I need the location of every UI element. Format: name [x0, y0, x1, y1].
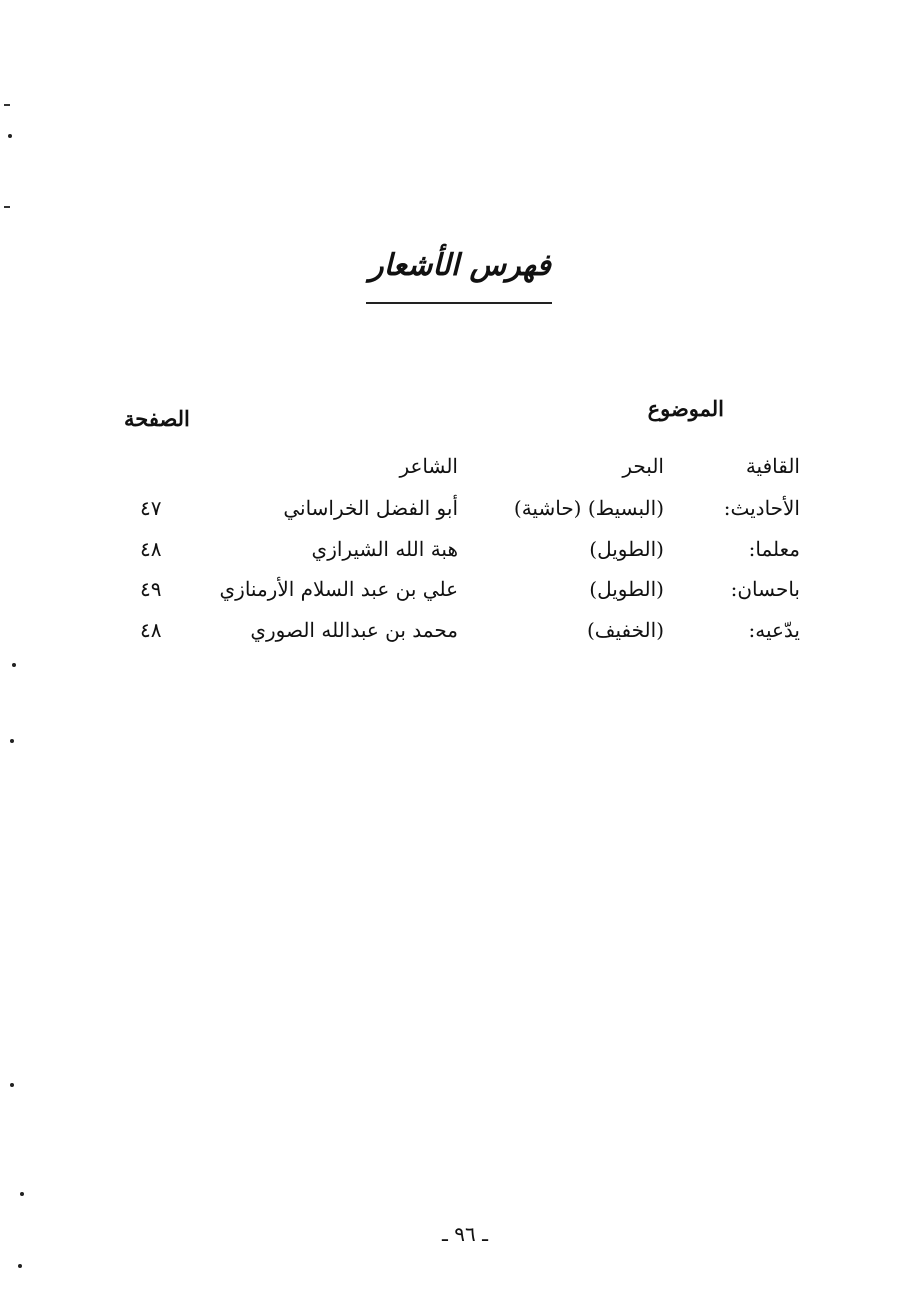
column-header-row: [0, 454, 910, 488]
page-number: ـ ٩٦ ـ: [442, 1222, 488, 1246]
title-underline: [366, 302, 552, 304]
meter-cell: (الخفيف): [586, 618, 664, 642]
rhyme-cell: باحسان:: [730, 577, 800, 601]
rhyme-column-label: القافية: [745, 454, 800, 478]
scan-mark: [12, 663, 16, 667]
table-row: [0, 618, 910, 652]
scan-mark: [18, 1264, 22, 1268]
poet-cell: أبو الفضل الخراساني: [283, 496, 458, 520]
table-row: [0, 537, 910, 571]
table-row: [0, 577, 910, 611]
poet-cell: محمد بن عبدالله الصوري: [250, 618, 458, 642]
page-number-cell: ٤٩: [140, 577, 162, 601]
meter-cell: (الطويل): [589, 537, 664, 561]
poet-column-label: الشاعر: [399, 454, 458, 478]
page-heading: الصفحة: [124, 406, 190, 431]
topic-heading: الموضوع: [647, 396, 724, 421]
scan-mark: [8, 134, 12, 138]
scan-mark: [4, 104, 10, 106]
scan-mark: [10, 739, 14, 743]
meter-cell: (البسيط) (حاشية): [513, 496, 664, 520]
scan-mark: [4, 206, 10, 208]
page-number-cell: ٤٨: [140, 618, 162, 642]
poet-cell: هبة الله الشيرازي: [311, 537, 458, 561]
index-title: فهرس الأشعار: [369, 248, 551, 283]
poet-cell: علي بن عبد السلام الأرمنازي: [219, 577, 458, 601]
scan-mark: [20, 1192, 24, 1196]
page-number-cell: ٤٨: [140, 537, 162, 561]
scan-mark: [10, 1083, 14, 1087]
rhyme-cell: يدّعيه:: [748, 618, 800, 642]
page-number-cell: ٤٧: [140, 496, 162, 520]
meter-column-label: البحر: [622, 454, 664, 478]
meter-cell: (الطويل): [589, 577, 664, 601]
table-row: [0, 496, 910, 530]
rhyme-cell: معلما:: [748, 537, 800, 561]
rhyme-cell: الأحاديث:: [723, 496, 800, 520]
